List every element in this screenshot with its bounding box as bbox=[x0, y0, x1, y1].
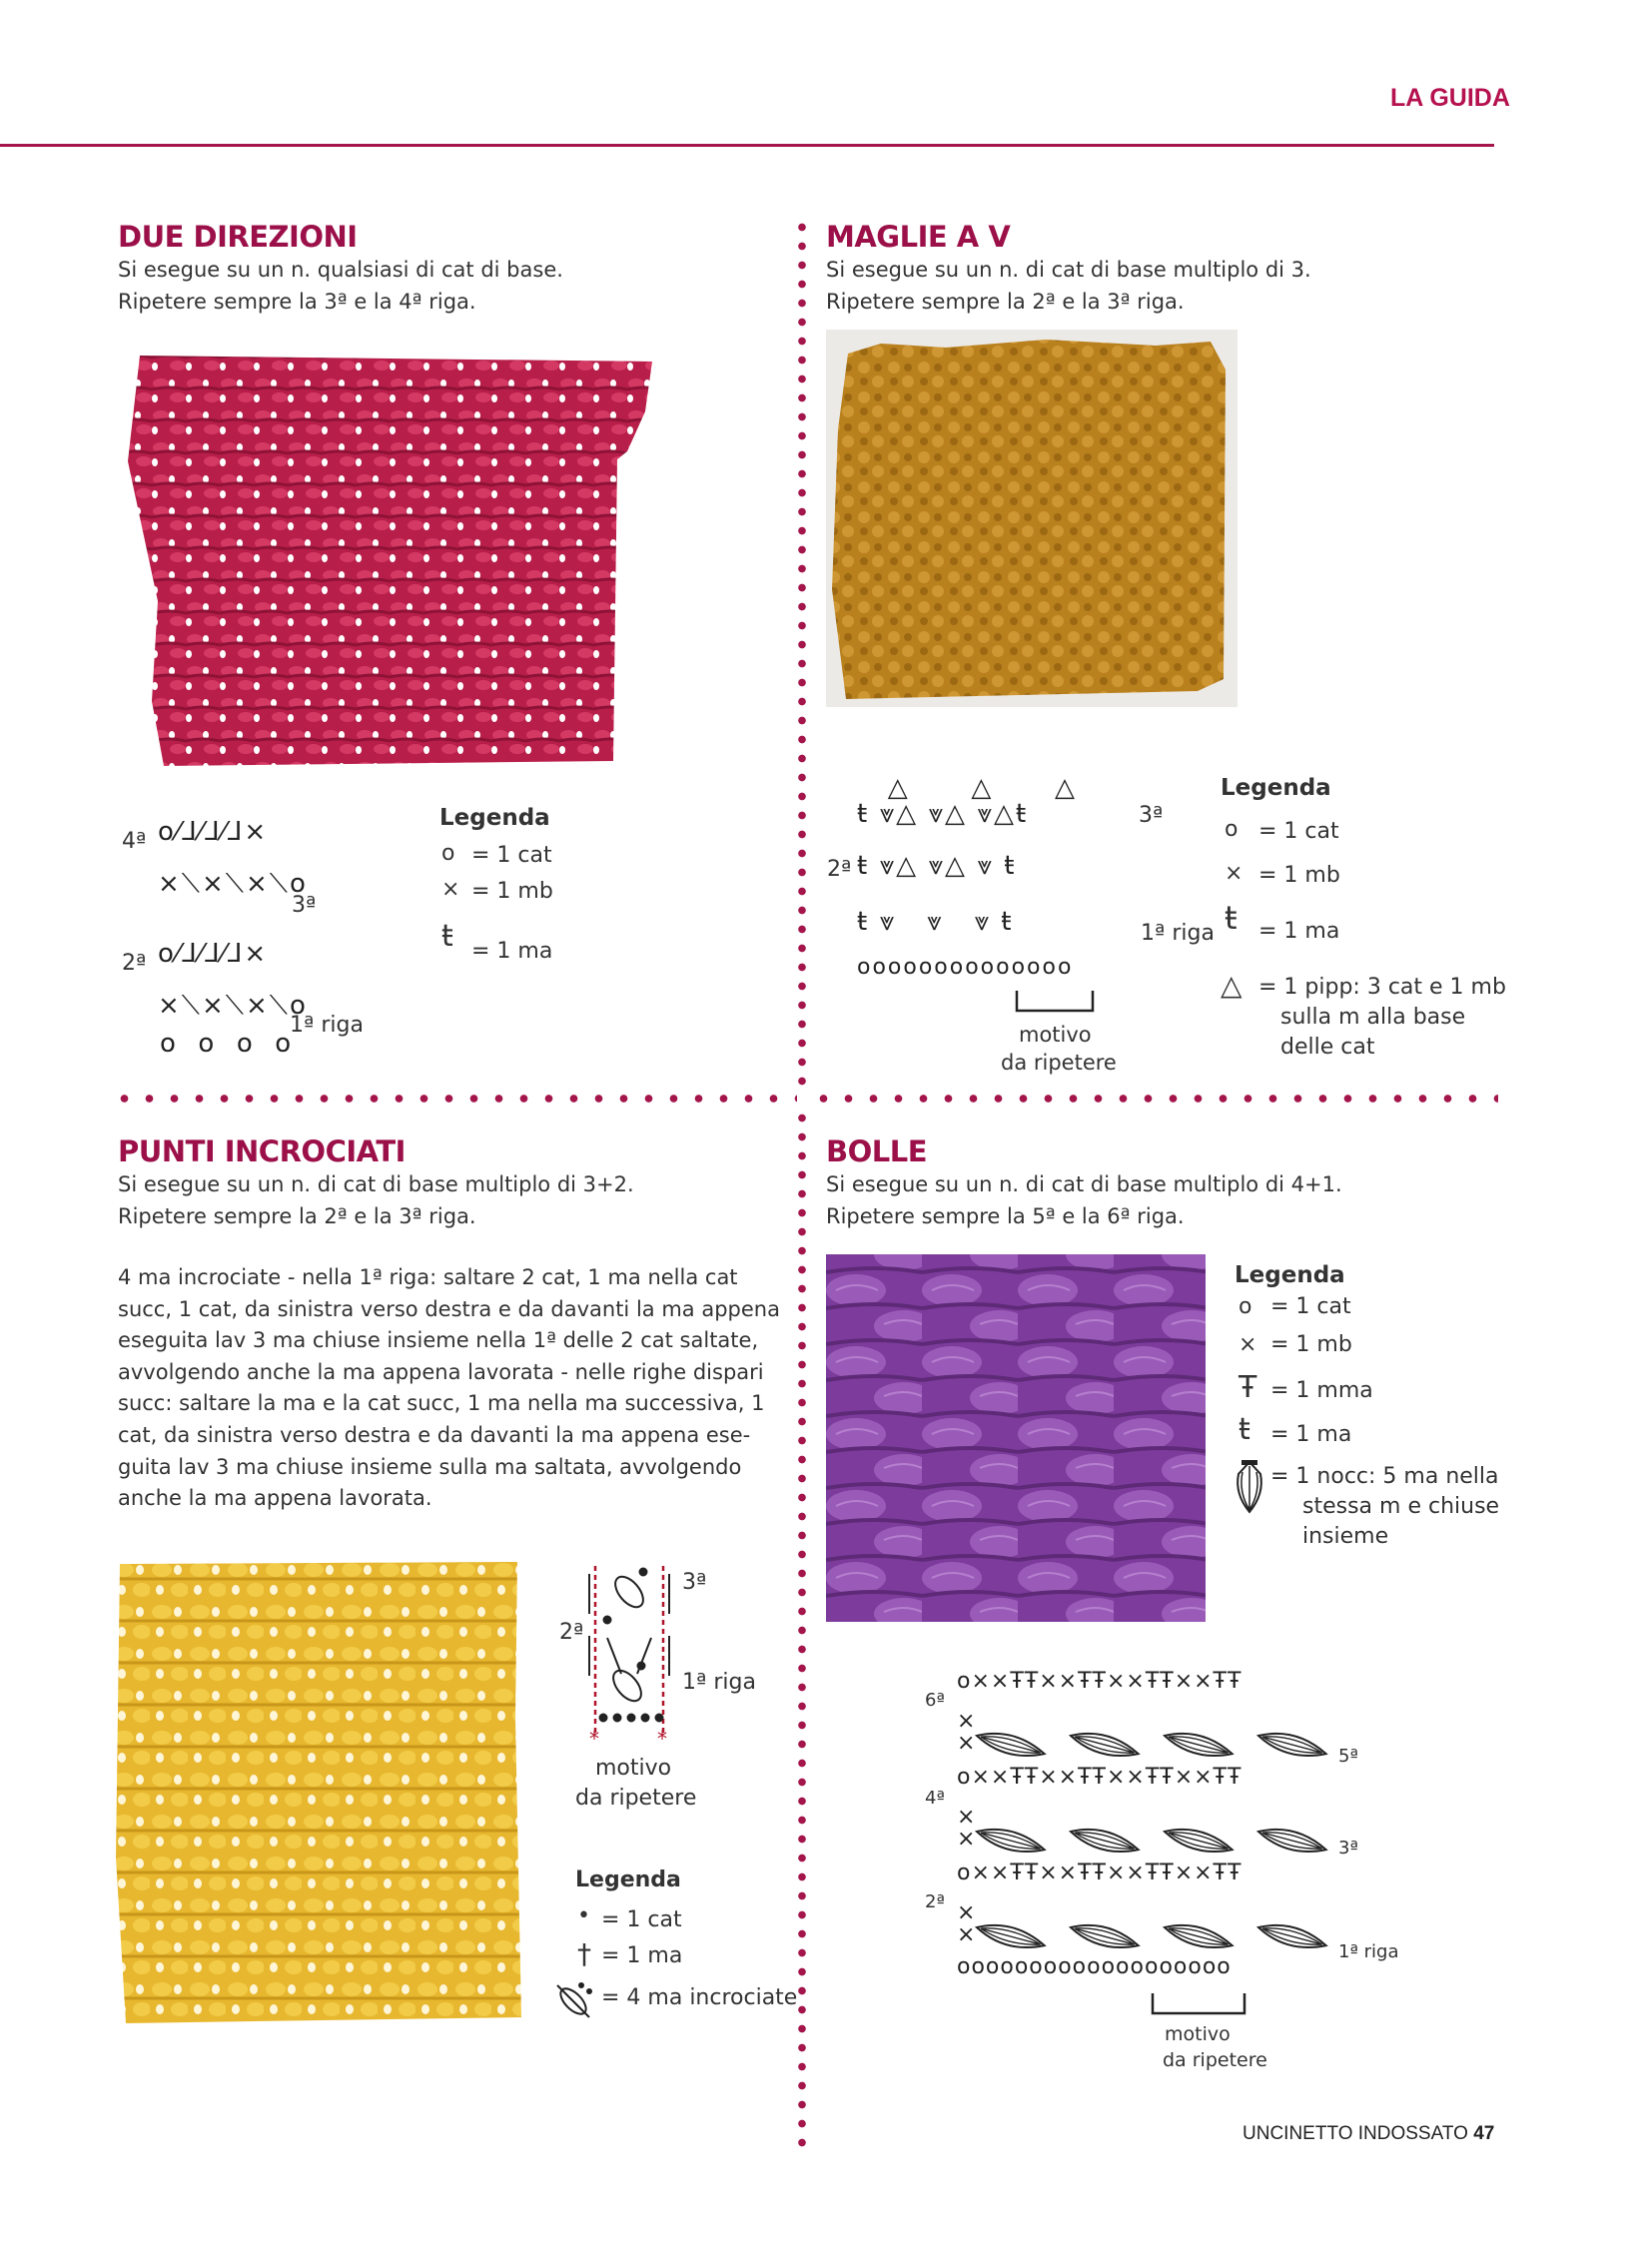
svg-text:o××ŦŦ××ŦŦ××ŦŦ××ŦŦ: o××ŦŦ××ŦŦ××ŦŦ××ŦŦ bbox=[957, 1669, 1242, 1694]
instructions-line-2: Ripetere sempre la 2ª e la 3ª riga. bbox=[118, 1204, 476, 1228]
chart-row-4: 4ª bbox=[925, 1788, 945, 1809]
svg-text:*: * bbox=[589, 1727, 599, 1751]
instructions-line-1: Si esegue su un n. di cat di base multiplo di 4+1. bbox=[826, 1172, 1342, 1196]
instructions-paragraph: 4 ma incrociate - nella 1ª riga: saltare 2 cat, 1 ma nella cat succ, 1 cat, da sinistra verso destra e da davanti la ma appena eseguita lav 3 ma chiuse insieme nella 1ª delle 2 cat saltate, avvolgendo anche la ma appena lavorata - nelle righe dispari succ: saltare la ma e la cat succ, 1 ma nella ma successiva, 1 cat, da sinistra verso destra e da davanti la ma appena ese- guita lav 3 ma chiuse insieme sulla ma saltata, avvolgendo anche la ma appena lavorata. bbox=[118, 1265, 780, 1511]
chart-row-1: 1ª riga bbox=[1338, 1941, 1399, 1962]
vertical-divider-bottom bbox=[798, 1109, 806, 2157]
chart-symbols-row2: o⁄⅃⁄⅃⁄⅃× bbox=[158, 939, 269, 969]
repeat-label-1: motivo bbox=[1165, 2023, 1231, 2045]
svg-text:×: × bbox=[957, 1900, 977, 1925]
magazine-name: UNCINETTO INDOSSATO bbox=[1242, 2123, 1468, 2144]
legend-ma: = 1 ma bbox=[601, 1943, 683, 1968]
legend-nocc-1: = 1 nocc: 5 ma nella bbox=[1270, 1464, 1499, 1489]
legend-heading: Legenda bbox=[575, 1868, 681, 1892]
chart-symbols-row1: ×⟍×⟍×⟍o bbox=[158, 991, 308, 1021]
section-title: PUNTI INCROCIATI bbox=[118, 1134, 406, 1168]
svg-text:×: × bbox=[957, 1805, 977, 1830]
chart-row-3: 3ª bbox=[1338, 1838, 1358, 1859]
section-header: LA GUIDA bbox=[1390, 84, 1510, 112]
chart-row-4: 4ª bbox=[122, 829, 147, 854]
horizontal-divider-right bbox=[811, 1095, 1498, 1103]
repeat-bracket bbox=[1151, 1991, 1246, 2017]
page-footer bbox=[1242, 2123, 1494, 2145]
legend-ma: = 1 ma bbox=[471, 939, 553, 964]
chart-symbols-row4: o⁄⅃⁄⅃⁄⅃× bbox=[158, 817, 269, 847]
instructions-line-1: Si esegue su un n. qualsiasi di cat di base. bbox=[118, 258, 563, 282]
chart-symbols-row3: ŧ ⩔△ ⩔△ ⩔△ŧ bbox=[857, 799, 1029, 829]
legend-chain-icon: o bbox=[441, 841, 455, 866]
instructions-line-2: Ripetere sempre la 2ª e la 3ª riga. bbox=[826, 290, 1185, 314]
vertical-divider-top bbox=[798, 218, 806, 1087]
legend-dc-icon: ŧ bbox=[441, 919, 453, 954]
chart-row-1: 1ª riga bbox=[682, 1670, 756, 1695]
legend-nocc-3: insieme bbox=[1302, 1524, 1389, 1549]
svg-text:×: × bbox=[957, 1731, 977, 1756]
legend-nocc-2: stessa m e chiuse bbox=[1302, 1494, 1500, 1519]
legend-pipp-2: sulla m alla base bbox=[1280, 1005, 1466, 1030]
chart-row-6: 6ª bbox=[925, 1690, 945, 1711]
svg-text:o××ŦŦ××ŦŦ××ŦŦ××ŦŦ: o××ŦŦ××ŦŦ××ŦŦ××ŦŦ bbox=[957, 1861, 1242, 1885]
legend-ma: = 1 ma bbox=[1258, 919, 1340, 944]
chart-row-3: 3ª bbox=[1139, 803, 1164, 828]
legend-cat: = 1 cat bbox=[1258, 819, 1339, 844]
chart-symbols-row2: ŧ ⩔△ ⩔△ ⩔ ŧ bbox=[857, 851, 1017, 881]
legend-hdc-icon: Ŧ bbox=[1239, 1370, 1257, 1405]
legend-cross: = 4 ma incrociate bbox=[601, 1985, 798, 2010]
legend-pipp-3: delle cat bbox=[1280, 1035, 1375, 1060]
instructions-line-2: Ripetere sempre la 3ª e la 4ª riga. bbox=[118, 290, 476, 314]
yellow-swatch-photo bbox=[112, 1558, 525, 2027]
chart-base-chain: oooooooooooooo bbox=[857, 955, 1074, 980]
legend-cat: = 1 cat bbox=[601, 1907, 682, 1932]
legend-bobble-icon bbox=[1233, 1458, 1266, 1516]
chart-row-2: 2ª bbox=[122, 951, 147, 976]
legend-sc-icon: × bbox=[441, 877, 460, 902]
instructions-line-2: Ripetere sempre la 5ª e la 6ª riga. bbox=[826, 1204, 1185, 1228]
repeat-label-1: motivo bbox=[595, 1756, 672, 1781]
horizontal-divider-left bbox=[112, 1095, 797, 1103]
chart-row-1: 1ª riga bbox=[290, 1013, 364, 1038]
crossed-stitch-chart bbox=[577, 1558, 697, 1750]
header-rule bbox=[0, 144, 1494, 147]
chart-picots-top: △ △ △ bbox=[857, 773, 1077, 803]
legend-picot-icon: △ bbox=[1221, 969, 1242, 1002]
section-title: MAGLIE A V bbox=[826, 220, 1011, 254]
legend-mma: = 1 mma bbox=[1270, 1378, 1373, 1403]
section-title: DUE DIREZIONI bbox=[118, 220, 358, 254]
svg-text:o××ŦŦ××ŦŦ××ŦŦ××ŦŦ: o××ŦŦ××ŦŦ××ŦŦ××ŦŦ bbox=[957, 1765, 1242, 1790]
repeat-label-1: motivo bbox=[1019, 1023, 1092, 1047]
repeat-label-2: da ripetere bbox=[1163, 2049, 1267, 2071]
svg-text:×: × bbox=[957, 1827, 977, 1852]
svg-text:×: × bbox=[957, 1922, 977, 1947]
legend-cat: = 1 cat bbox=[1270, 1294, 1351, 1319]
svg-text:ooooooooooooooooooo: ooooooooooooooooooo bbox=[957, 1954, 1232, 1979]
legend-dc-icon: ŧ bbox=[1225, 899, 1238, 937]
legend-dot-icon: • bbox=[577, 1903, 590, 1928]
legend-dc-icon: ŧ bbox=[1239, 1412, 1250, 1447]
legend-sc-icon: × bbox=[1225, 861, 1243, 886]
chart-row-2: 2ª bbox=[925, 1891, 945, 1912]
section-title: BOLLE bbox=[826, 1134, 928, 1168]
bobble-stitch-chart: o××ŦŦ××ŦŦ××ŦŦ××ŦŦ o××ŦŦ××ŦŦ××ŦŦ××ŦŦ o××ŦŦ××ŦŦ××ŦŦ××ŦŦ o××ŦŦ××ŦŦ××ŦŦ××ŦŦ ooooooooooooooooooo ×× ×× ×× bbox=[947, 1666, 1346, 1987]
chart-symbols-row1: ŧ ⩔ ⩔ ⩔ ŧ bbox=[857, 907, 1014, 937]
legend-heading: Legenda bbox=[1235, 1262, 1345, 1288]
chart-row-3: 3ª bbox=[682, 1570, 707, 1595]
legend-ma: = 1 ma bbox=[1270, 1422, 1352, 1447]
red-swatch-photo bbox=[118, 342, 657, 771]
chart-row-3: 3ª bbox=[292, 893, 317, 918]
purple-swatch-photo bbox=[826, 1254, 1206, 1622]
legend-crossed-icon bbox=[551, 1979, 595, 2021]
legend-mb: = 1 mb bbox=[471, 879, 553, 904]
legend-chain-icon: o bbox=[1225, 817, 1239, 842]
chart-row-2: 2ª bbox=[827, 857, 852, 882]
chart-row-2: 2ª bbox=[559, 1620, 584, 1645]
legend-mb: = 1 mb bbox=[1258, 863, 1340, 888]
svg-text:×: × bbox=[957, 1709, 977, 1734]
legend-heading: Legenda bbox=[1221, 775, 1331, 801]
repeat-label-2: da ripetere bbox=[1001, 1051, 1117, 1075]
svg-text:*: * bbox=[657, 1727, 667, 1751]
legend-heading: Legenda bbox=[439, 805, 550, 831]
legend-pipp-1: = 1 pipp: 3 cat e 1 mb bbox=[1258, 975, 1506, 1000]
legend-dc-icon: † bbox=[577, 1937, 591, 1970]
page-number: 47 bbox=[1473, 2123, 1495, 2144]
legend-cat: = 1 cat bbox=[471, 843, 552, 868]
legend-mb: = 1 mb bbox=[1270, 1332, 1352, 1357]
repeat-label-2: da ripetere bbox=[575, 1786, 697, 1811]
instructions-line-1: Si esegue su un n. di cat di base multiplo di 3+2. bbox=[118, 1172, 634, 1196]
legend-chain-icon: o bbox=[1239, 1294, 1252, 1319]
chart-row-5: 5ª bbox=[1338, 1746, 1358, 1767]
repeat-bracket bbox=[1015, 989, 1095, 1015]
chart-row-1: 1ª riga bbox=[1141, 921, 1215, 946]
chart-base-chain: o o o o bbox=[160, 1029, 294, 1059]
instructions-line-1: Si esegue su un n. di cat di base multiplo di 3. bbox=[826, 258, 1311, 282]
legend-sc-icon: × bbox=[1239, 1332, 1257, 1357]
chart-symbols-row3: ×⟍×⟍×⟍o bbox=[158, 869, 308, 899]
ochre-swatch-photo bbox=[826, 330, 1238, 707]
